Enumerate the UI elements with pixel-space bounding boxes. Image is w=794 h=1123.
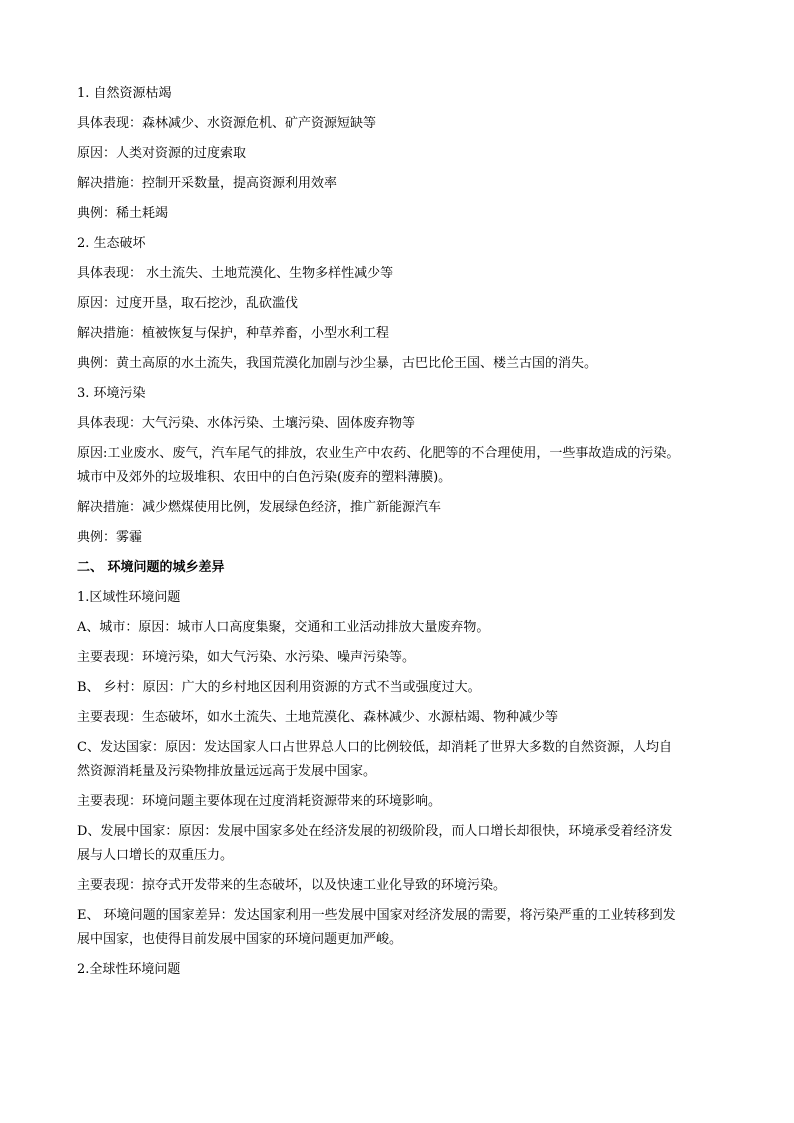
subheading-global-issues: 2.全球性环境问题 xyxy=(77,962,181,977)
text-line: E、 环境问题的国家差异：发达国家利用一些发展中国家对经济发展的需要，将污染严重的工业转移到发 xyxy=(77,908,676,923)
text-line: 解决措施：减少燃煤使用比例，发展绿色经济，推广新能源汽车 xyxy=(77,500,442,515)
heading-ecological-damage: 2. 生态破坏 xyxy=(77,236,146,251)
text-line: 具体表现：大气污染、水体污染、土壤污染、固体废弃物等 xyxy=(77,416,416,431)
text-line: 典例：稀土耗竭 xyxy=(77,206,169,221)
text-line: 解决措施：控制开采数量，提高资源利用效率 xyxy=(77,176,338,191)
text-line: 原因:工业废水、废气，汽车尾气的排放，农业生产中农药、化肥等的不合理使用，一些事故造成的污染。 xyxy=(77,446,680,461)
pollution-cause-paragraph xyxy=(77,439,727,493)
heading-environmental-pollution: 3. 环境污染 xyxy=(77,386,146,401)
text-line: B、 乡村：原因：广大的乡村地区因利用资源的方式不当或强度过大。 xyxy=(77,680,481,695)
text-line: 展与人口增长的双重压力。 xyxy=(77,848,234,863)
text-line: C、发达国家：原因：发达国家人口占世界总人口的比例较低，却消耗了世界大多数的自然资源，人均自 xyxy=(77,740,672,755)
document-body xyxy=(77,79,727,985)
developed-country-paragraph xyxy=(77,733,727,787)
text-line: 具体表现： 水土流失、土地荒漠化、生物多样性减少等 xyxy=(77,266,394,281)
text-line: D、发展中国家：原因：发展中国家多处在经济发展的初级阶段，而人口增长却很快，环境承受着经济发 xyxy=(77,824,673,839)
developing-country-paragraph xyxy=(77,817,727,871)
text-line: 典例：黄土高原的水土流失，我国荒漠化加剧与沙尘暴，古巴比伦王国、楼兰古国的消失。 xyxy=(77,356,598,371)
text-line: 然资源消耗量及污染物排放量远远高于发展中国家。 xyxy=(77,764,377,779)
text-line: 主要表现：环境问题主要体现在过度消耗资源带来的环境影响。 xyxy=(77,794,442,809)
text-line: 原因：人类对资源的过度索取 xyxy=(77,146,247,161)
heading-resource-depletion: 1. 自然资源枯竭 xyxy=(77,86,172,101)
section-heading-urban-rural: 二、 环境问题的城乡差异 xyxy=(77,560,225,575)
subheading-regional-issues: 1.区域性环境问题 xyxy=(77,590,181,605)
text-line: 具体表现：森林减少、水资源危机、矿产资源短缺等 xyxy=(77,116,377,131)
text-line: 主要表现：掠夺式开发带来的生态破坏，以及快速工业化导致的环境污染。 xyxy=(77,878,507,893)
text-line: 解决措施：植被恢复与保护，种草养畜，小型水利工程 xyxy=(77,326,390,341)
text-line: 典例：雾霾 xyxy=(77,530,143,545)
text-line: 主要表现：环境污染，如大气污染、水污染、噪声污染等。 xyxy=(77,650,416,665)
text-line: A、城市：原因：城市人口高度集聚，交通和工业活动排放大量废弃物。 xyxy=(77,620,490,635)
text-line: 主要表现：生态破坏，如水土流失、土地荒漠化、森林减少、水源枯竭、物种减少等 xyxy=(77,710,559,725)
text-line: 展中国家，也使得目前发展中国家的环境问题更加严峻。 xyxy=(77,932,403,947)
text-line: 原因：过度开垦，取石挖沙，乱砍滥伐 xyxy=(77,296,299,311)
national-difference-paragraph xyxy=(77,901,727,955)
text-line: 城市中及郊外的垃圾堆积、农田中的白色污染(废弃的塑料薄膜)。 xyxy=(77,470,452,485)
